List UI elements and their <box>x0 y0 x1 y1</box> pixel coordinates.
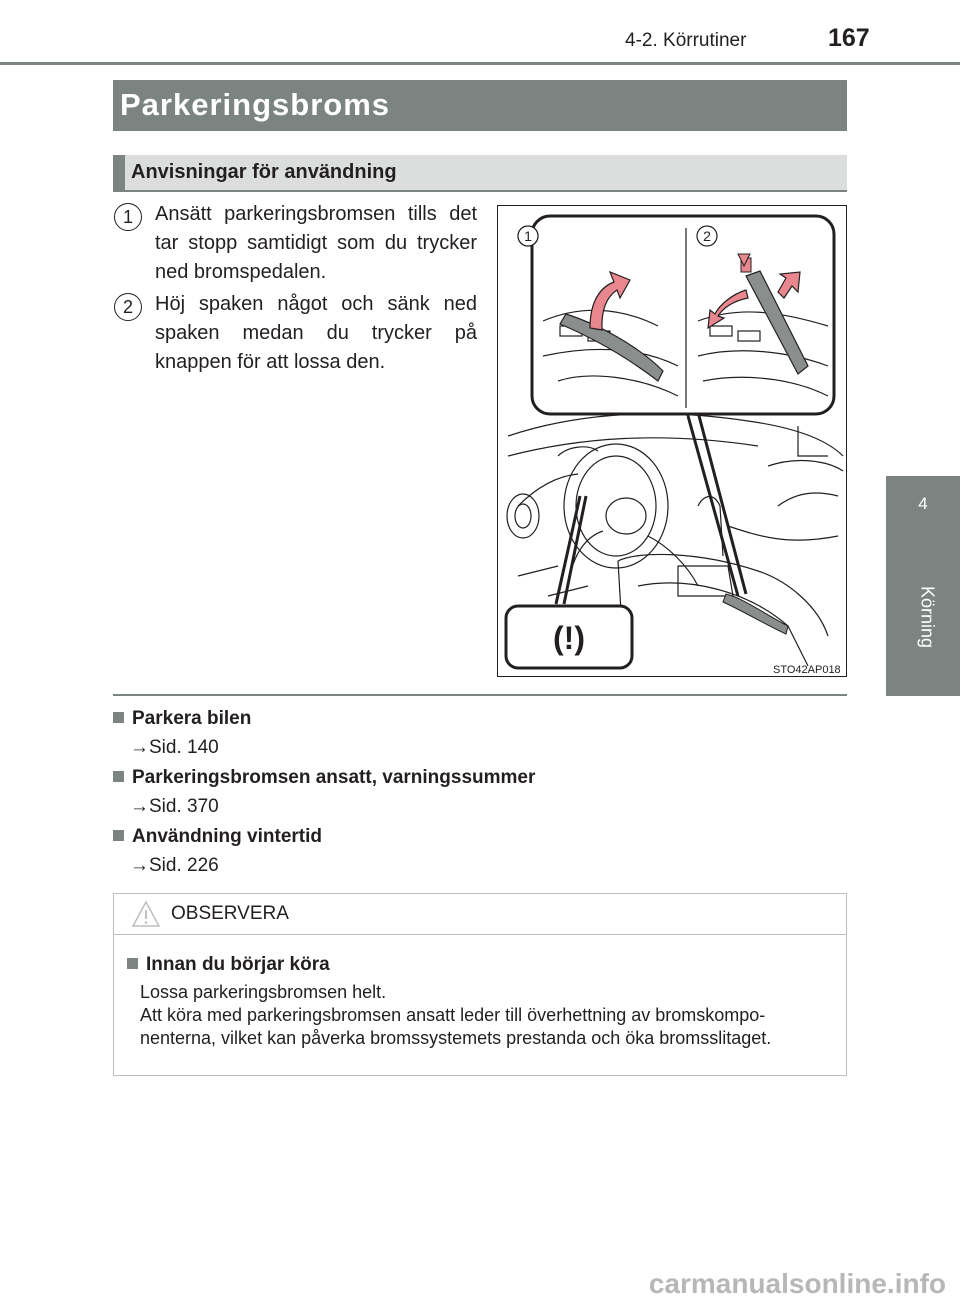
caution-separator <box>114 934 846 935</box>
info-ref-1: →Sid. 140 <box>130 737 219 758</box>
header-section: 4-2. Körrutiner <box>625 30 747 51</box>
arrow-right-icon: → <box>130 737 149 758</box>
warning-triangle-icon <box>131 900 161 928</box>
bullet-square-icon <box>113 771 124 782</box>
callout-2: 2 <box>703 228 711 244</box>
info-heading-3: Användning vintertid <box>113 826 322 848</box>
caution-box <box>113 893 847 1076</box>
step-number-1: 1 <box>114 203 142 231</box>
chapter-number: 4 <box>918 494 928 513</box>
section-heading-bar <box>113 155 847 192</box>
step-number-2: 2 <box>114 293 142 321</box>
brake-warning-symbol: (!) <box>553 620 585 656</box>
bullet-square-icon <box>113 712 124 723</box>
info-heading-1: Parkera bilen <box>113 708 251 730</box>
page-number: 167 <box>828 24 870 52</box>
heading-accent <box>113 155 125 190</box>
header-rule <box>0 62 960 65</box>
page-title: Parkeringsbroms <box>120 87 390 122</box>
caution-line-2: Att köra med parkeringsbromsen ansatt leder till överhettning av bromskompo- <box>140 1005 766 1025</box>
step-text-1: Ansätt parkeringsbromsen tills det tar stopp samtidigt som du trycker ned bromspedalen. <box>155 203 477 283</box>
caution-label: OBSERVERA <box>171 903 289 924</box>
info-heading-2: Parkeringsbromsen ansatt, varningssummer <box>113 767 535 789</box>
callout-1: 1 <box>524 228 532 244</box>
caution-line-1: Lossa parkeringsbromsen helt. <box>140 982 387 1002</box>
arrow-right-icon: → <box>130 796 149 817</box>
caution-heading: Innan du börjar köra <box>127 954 330 976</box>
info-ref-3: →Sid. 226 <box>130 855 219 876</box>
bullet-square-icon <box>113 830 124 841</box>
parking-brake-illustration <box>497 205 847 677</box>
section-heading: Anvisningar för användning <box>131 161 397 183</box>
illustration-drawing <box>498 206 846 676</box>
figure-code: STO42AP018 <box>773 664 841 676</box>
bullet-square-icon <box>127 958 138 969</box>
page-title-bar <box>113 80 847 131</box>
section-divider <box>113 694 847 696</box>
caution-line-3: nenterna, vilket kan påverka bromssystemets prestanda och öka bromsslitaget. <box>140 1028 772 1048</box>
chapter-label: Körning <box>917 585 938 649</box>
step-text-2: Höj spaken något och sänk ned spaken medan du trycker på knappen för att lossa den. <box>155 293 477 373</box>
info-ref-2: →Sid. 370 <box>130 796 219 817</box>
arrow-right-icon: → <box>130 855 149 876</box>
watermark: carmanualsonline.info <box>648 1268 946 1299</box>
